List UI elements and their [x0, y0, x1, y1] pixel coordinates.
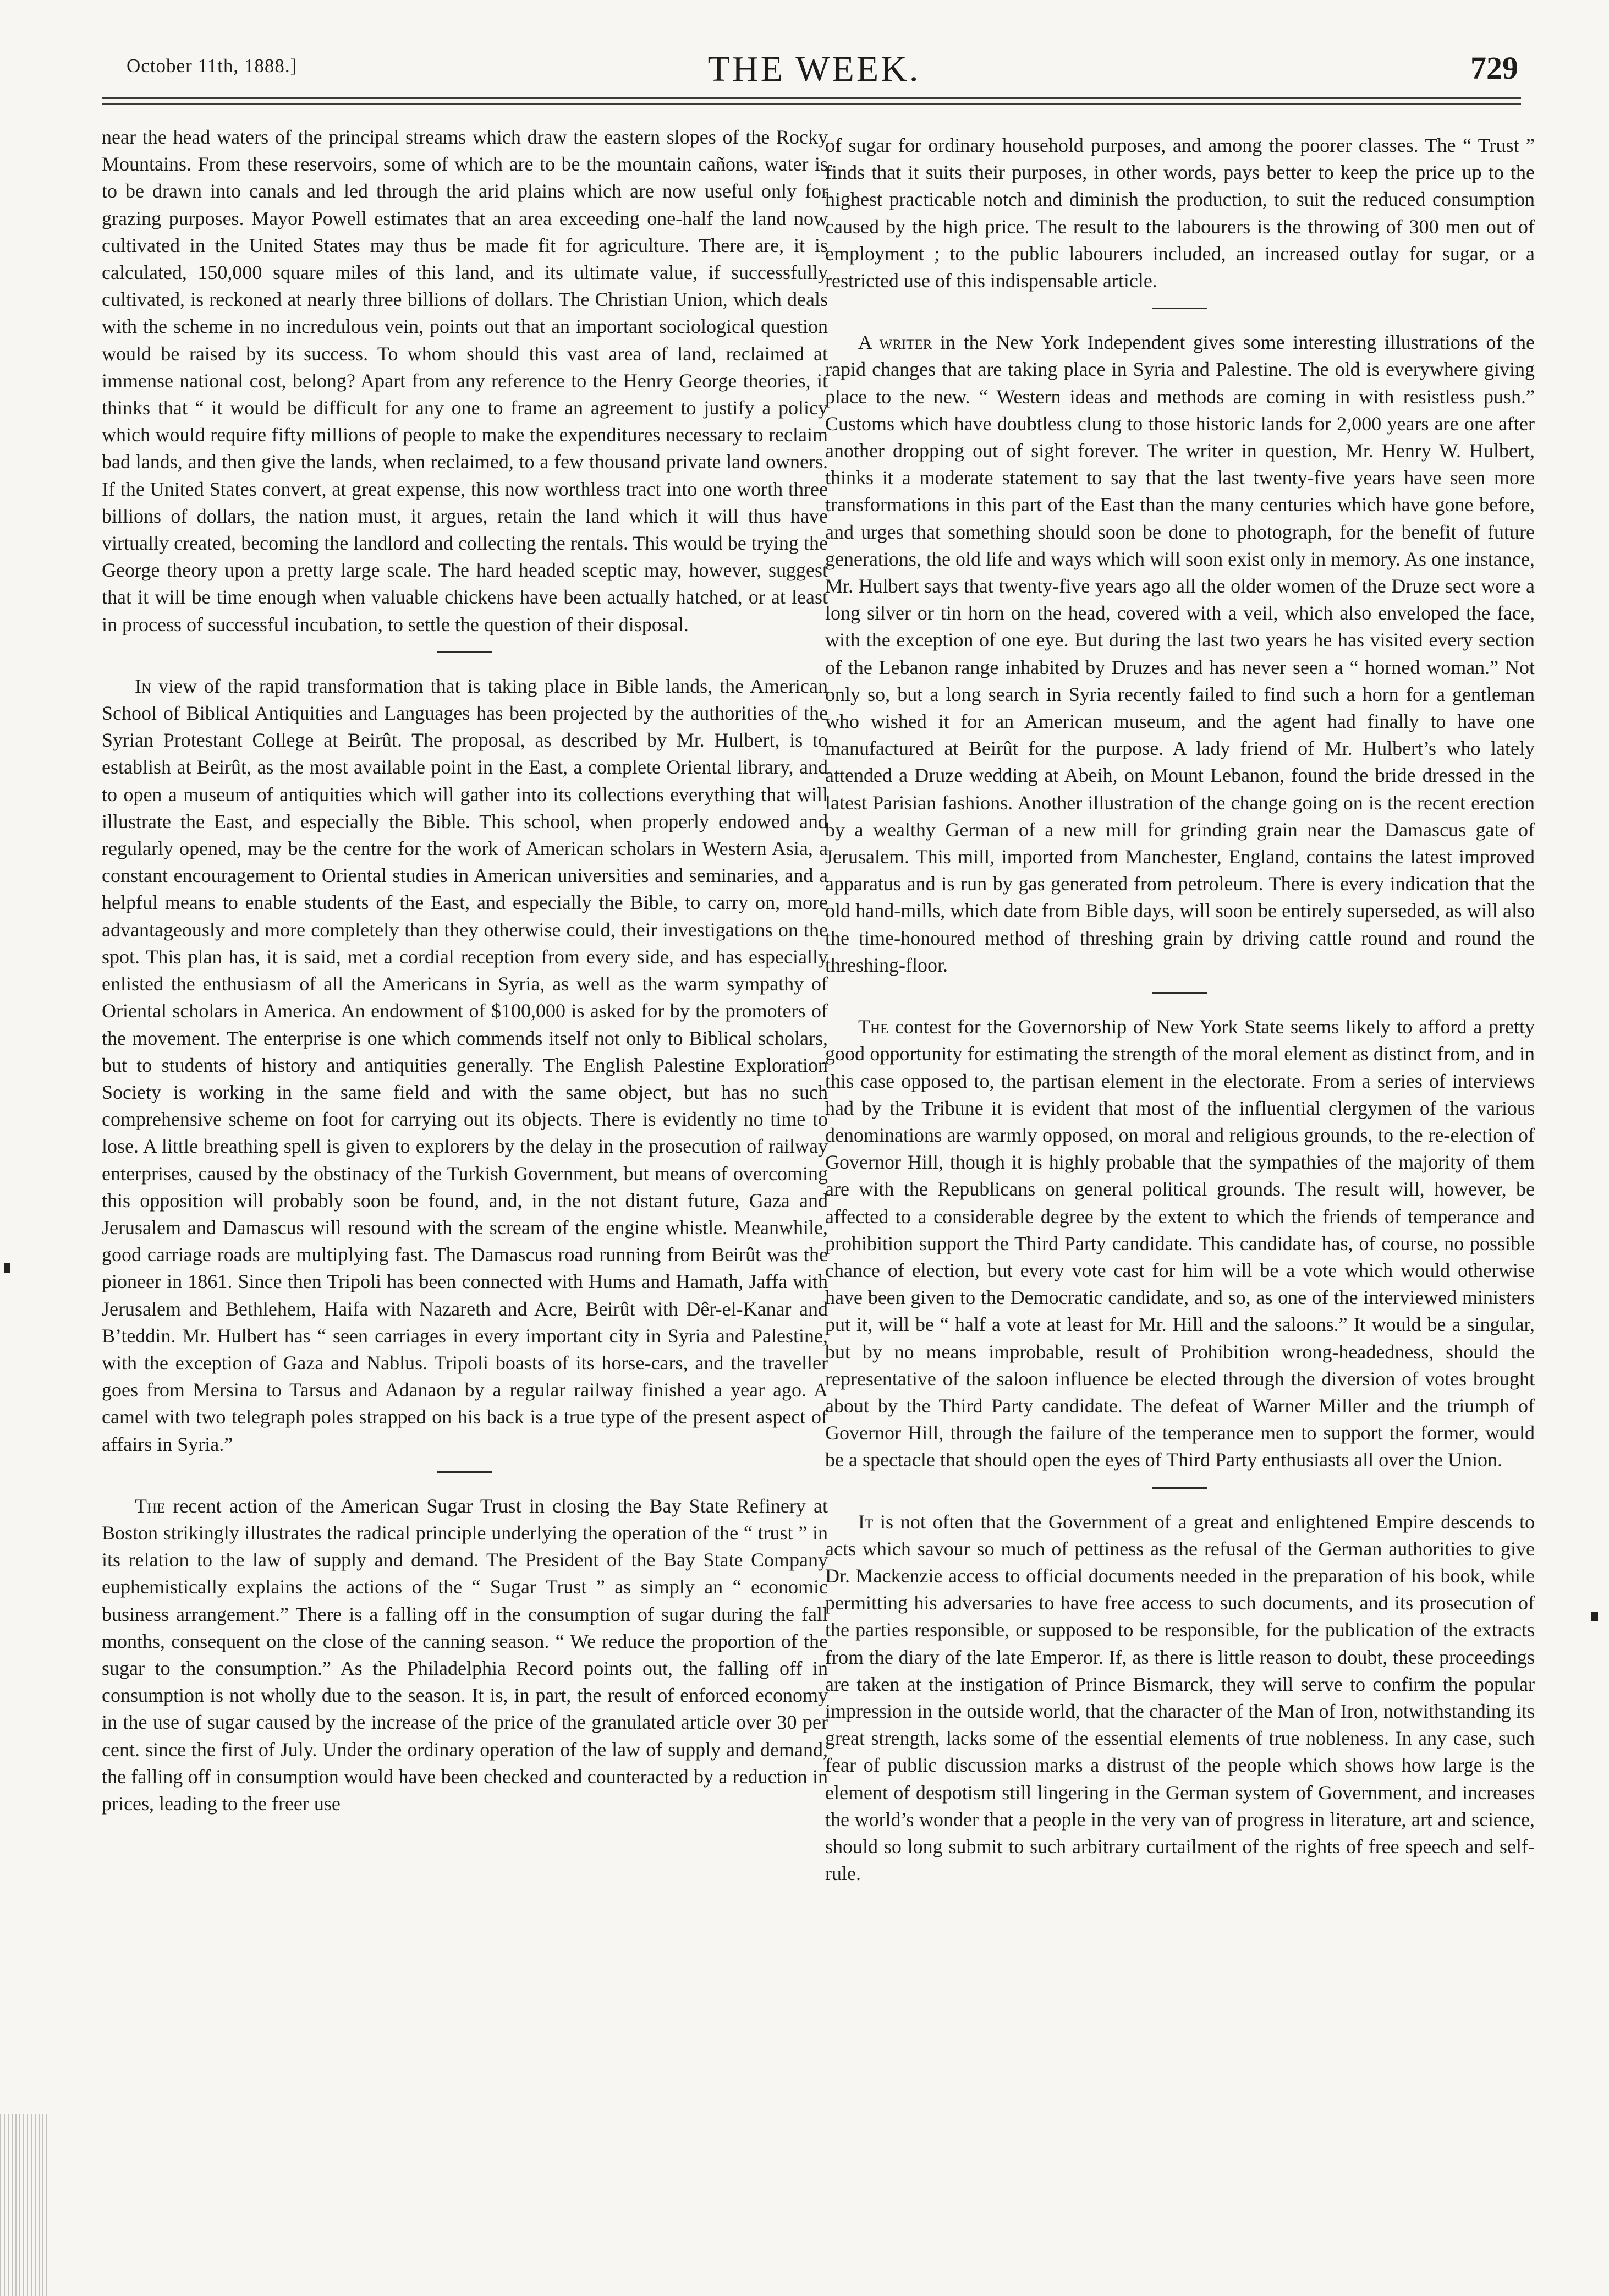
lead-word: It	[858, 1510, 874, 1533]
lead-word: The	[135, 1494, 166, 1517]
masthead-title: THE WEEK.	[707, 49, 921, 89]
issue-date: October 11th, 1888.]	[127, 55, 298, 76]
article-sugar-trust-continued: of sugar for ordinary household purposes, and among the poorer classes. The “ Trust ” finds that it suits their purposes, in other words, pays better to keep the price up to the highest practicable notch and diminish the production, to suit the reduced consumption caused by the high price. The result to the labourers is the throwing of 300 men out of employment ; to the public labourers included, an increased outlay for sugar, or a restricted use of this indispensable article.	[825, 134, 1535, 292]
article-syria-changes	[825, 329, 1535, 979]
scan-speck	[1591, 1612, 1598, 1621]
header-rule-thin	[102, 103, 1521, 105]
article-german-government	[825, 1509, 1535, 1888]
article-separator	[437, 1471, 492, 1473]
article-body: recent action of the American Sugar Trust in closing the Bay State Refinery at Boston strikingly illustrates the radical principle underlying the operation of the “ trust ” in its relation to the law of supply and demand. The President of the Bay State Company euphemistically explains the actions of the “ Sugar Trust ” as simply an “ economic business arrangement.” There is a falling off in the consumption of sugar during the fall months, consequent on the close of the canning season. “ We reduce the proportion of the sugar to the consumption.” As the Philadelphia Record points out, the falling off in consumption is not wholly due to the season. It is, in part, the result of enforced economy in the use of sugar caused by the increase of the price of the granulated article over 30 per cent. since the first of July. Under the ordinary operation of the law of supply and demand, the falling off in consumption would have been checked and counteracted by a reduction in prices, leading to the freer use	[102, 1494, 828, 1815]
right-column	[825, 132, 1535, 1887]
lead-word: In	[135, 675, 152, 697]
page-header	[110, 48, 1518, 103]
article-separator	[1152, 308, 1207, 309]
article-separator	[1152, 1487, 1207, 1489]
lead-word: The	[858, 1016, 889, 1038]
article-irrigation-continued: near the head waters of the principal streams which draw the eastern slopes of the Rocky Mountains. From these reservoirs, some of which are to be the mountain cañons, water is to be drawn into canals and led through the arid plains which are now useful only for grazing purposes. Mayor Powell estimates that an area exceeding one-half the land now cultivated in the United States may thus be made fit for agriculture. There are, it is calculated, 150,000 square miles of this land, and its ultimate value, if successfully cultivated, is reckoned at nearly three billions of dollars. The Christian Union, which deals with the scheme in no incredulous vein, points out that an important sociological question would be raised by its success. To whom should this vast area of land, reclaimed at immense national cost, belong? Apart from any reference to the Henry George theories, it thinks that “ it would be difficult for any one to frame an agreement to justify a policy which would require fifty millions of people to make the expenditures necessary to reclaim bad lands, and then give the lands, when reclaimed, to a few thousand private land owners. If the United States convert, at great expense, this now worthless tract into one worth three billions of dollars, the nation must, it argues, retain the land which it will thus have virtually created, becoming the landlord and collecting the rentals. This would be trying the George theory upon a pretty large scale. The hard headed sceptic may, however, suggest that it will be time enough when valuable chickens have been actually hatched, or at least in process of successful incubation, to settle the question of their disposal.	[102, 126, 828, 635]
article-new-york-governorship	[825, 1013, 1535, 1473]
article-body: contest for the Governorship of New York State seems likely to afford a pretty good opportunity for estimating the strength of the moral element as distinct from, and in this case opposed to, the partisan element in the electorate. From a series of interviews had by the Tribune it is evident that most of the influential clergymen of the various denominations are warmly opposed, on moral and religious grounds, to the re-election of Governor Hill, though it is highly probable that the sympathies of the majority of them are with the Republicans on general political grounds. The result will, however, be affected to a considerable degree by the extent to which the friends of temperance and prohibition support the Third Party candidate. This candidate has, of course, no possible chance of election, but every vote cast for him will be a vote which would otherwise have been given to the Democratic candidate, and so, as one of the interviewed ministers put it, will be “ half a vote at least for Mr. Hill and the saloons.” It would be a singular, but by no means improbable, result of Prohibition wrong-headedness, should the representative of the saloon influence be elected through the diversion of votes brought about by the Third Party candidate. The defeat of Warner Miller and the triumph of Governor Hill, through the failure of the temperance men to support the former, would be a spectacle that should open the eyes of Third Party enthusiasts all over the Union.	[825, 1016, 1535, 1471]
article-american-school-beirut	[102, 673, 828, 1458]
article-separator	[1152, 992, 1207, 994]
left-column	[102, 124, 828, 1817]
article-body: in the New York Independent gives some interesting illustrations of the rapid changes that are taking place in Syria and Palestine. The old is everywhere giving place to the new. “ Western ideas and methods are coming in with resistless push.” Customs which have doubtless clung to those historic lands for 2,000 years are one after another dropping out of sight forever. The writer in question, Mr. Henry W. Hulbert, thinks it a moderate statement to say that the last twenty-five years have seen more transformations in this part of the East than the many centuries which have gone before, and urges that something should soon be done to photograph, for the benefit of future generations, the old life and ways which will soon exist only in memory. As one instance, Mr. Hulbert says that twenty-five years ago all the older women of the Druze sect wore a long silver or tin horn on the head, covered with a veil, which also enveloped the face, with the exception of one eye. But during the last two years he has visited every section of the Lebanon range inhabited by Druzes and has never seen a “ horned woman.” Not only so, but a long search in Syria recently failed to find such a horn for a gentleman who wished it for an American museum, and the agent had finally to have one manufactured at Beirût for the purpose. A lady friend of Mr. Hulbert’s who lately attended a Druze wedding at Abeih, on Mount Lebanon, found the bride dressed in the latest Parisian fashions. Another illustration of the change going on is the recent erection by a wealthy German of a new mill for grinding grain near the Damascus gate of Jerusalem. This mill, imported from Manchester, England, contains the latest improved apparatus and is run by gas generated from petroleum. There is every indication that the old hand-mills, which date from Bible days, will soon be entirely superseded, as will also the time-honoured method of threshing grain by driving cattle round and round the threshing-floor.	[825, 331, 1535, 976]
header-rule	[102, 97, 1521, 99]
article-sugar-trust	[102, 1493, 828, 1817]
scan-edge-grain	[0, 2114, 50, 2296]
scan-speck	[4, 1263, 10, 1273]
article-body: is not often that the Government of a great and enlightened Empire descends to acts which savour so much of pettiness as the refusal of the German authorities to give Dr. Mackenzie access to official documents needed in the preparation of his book, while permitting his adversaries to have free access to such documents, and its prosecution of the parties responsible, or supposed to be responsible, for the publication of the extracts from the diary of the late Emperor. If, as there is little reason to doubt, these proceedings are taken at the instigation of Prince Bismarck, they will serve to confirm the popular impression in the outside world, that the character of the Man of Iron, notwithstanding its great strength, lacks some of the essential elements of true nobleness. In any case, such fear of public discussion marks a distrust of the people which shows how large is the element of despotism still lingering in the German system of Government, and increases the world’s wonder that a people in the very van of progress in literature, art and science, should so long submit to such arbitrary curtailment of the rights of free speech and self-rule.	[825, 1510, 1535, 1885]
article-body: view of the rapid transformation that is taking place in Bible lands, the American School of Biblical Antiquities and Languages has been projected by the authorities of the Syrian Protestant College at Beirût. The proposal, as described by Mr. Hulbert, is to establish at Beirût, as the most available point in the East, a complete Oriental library, and to open a museum of antiquities which will gather into its collections everything that will illustrate the East, and especially the Bible. This school, when properly endowed and regularly opened, may be the centre for the work of American scholars in Western Asia, a constant encouragement to Oriental studies in American universities and seminaries, and a helpful means to enable students of the East, and especially the Bible, to carry on, more advantageously and more completely than they otherwise could, their investigations on the spot. This plan has, it is said, met a cordial reception from every side, and has especially enlisted the enthusiasm of all the Americans in Syria, as well as the warm sympathy of Oriental scholars in America. An endowment of $100,000 is asked for by the promoters of the movement. The enterprise is one which commends itself not only to Biblical scholars, but to students of history and antiquities generally. The English Palestine Exploration Society is working in the same field and with the same object, but has no such comprehensive scheme on foot for carrying out its objects. There is evidently no time to lose. A little breathing spell is given to explorers by the delay in the prosecution of railway enterprises, caused by the obstinacy of the Turkish Government, but means of overcoming this opposition will probably soon be found, and, in the not distant future, Gaza and Jerusalem and Damascus will resound with the scream of the engine whistle. Meanwhile, good carriage roads are multiplying fast. The Damascus road running from Beirût was the pioneer in 1861. Since then Tripoli has been connected with Hums and Hamath, Jaffa with Jerusalem and Bethlehem, Haifa with Nazareth and Acre, Beirût with Dêr-el-Kanar and B’teddin. Mr. Hulbert has “ seen carriages in every important city in Syria and Palestine, with the exception of Gaza and Nablus. Tripoli boasts of its horse-cars, and the traveller goes from Mersina to Tarsus and Adanaon by a regular railway finished a year ago. A camel with two telegraph poles strapped on his back is a true type of the present aspect of affairs in Syria.”	[102, 675, 828, 1455]
lead-word: A writer	[858, 331, 932, 354]
page-number: 729	[1470, 50, 1518, 86]
article-separator	[437, 651, 492, 653]
